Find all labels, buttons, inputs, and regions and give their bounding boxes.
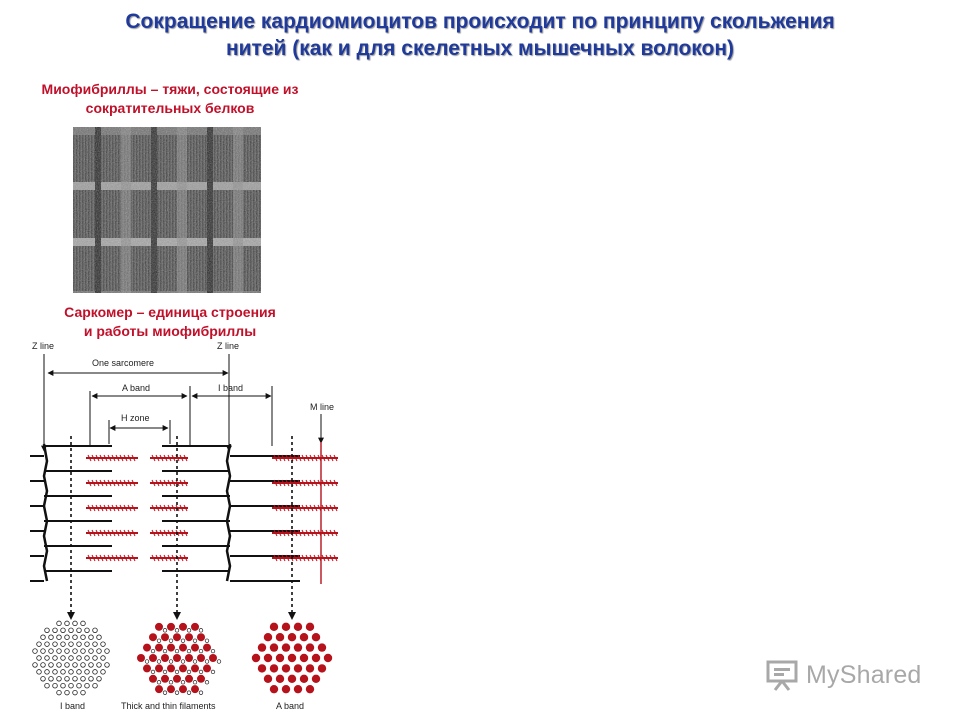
thin-filament-section [77,683,82,688]
section-lines [71,436,292,614]
thin-filament-section [41,676,46,681]
thin-filament-section [57,621,62,626]
thin-filament-section [49,635,54,640]
z-line-right-label: Z line [217,341,240,351]
thin-filament-section [69,628,74,633]
thin-filament-section [53,656,58,661]
thick-filament-section [167,644,175,652]
thin-filament-section [77,670,82,675]
thick-filament-section [173,675,181,683]
thin-filament-section [205,680,209,684]
thin-filament-section [41,663,46,668]
thick-filament-section [203,644,211,652]
thin-filament-section [61,683,66,688]
thick-filament-section [300,633,308,641]
myofibril-micrograph [73,127,261,293]
thin-filament-section [37,670,42,675]
thin-filament-section [81,663,86,668]
thick-filament-section [149,654,157,662]
thin-filament-section [85,642,90,647]
sarcomere-diagram [20,336,360,718]
thin-filament-section [65,663,70,668]
thick-filament [272,505,338,511]
thick-filament-section [197,633,205,641]
thin-filament-section [69,670,74,675]
cross-thick-thin-label: Thick and thin filaments [121,701,216,711]
thick-filament-section [306,664,314,672]
thin-filament-section [73,690,78,695]
i-band-top-label: I band [218,383,244,393]
thick-filament-section [161,633,169,641]
thick-filament-section [300,654,308,662]
thin-filament-section [73,676,78,681]
thin-filament-section [193,639,197,643]
thin-filament-section [41,635,46,640]
thick-filament-section [173,654,181,662]
thick-filament-section [288,675,296,683]
thick-filament [86,530,138,536]
thick-filament-section [191,623,199,631]
thin-filament-section [33,649,38,654]
thin-filament-section [193,680,197,684]
thick-filament [86,455,138,461]
thin-filament-section [199,629,203,633]
presentation-icon [766,659,800,691]
thick-filament-section [161,654,169,662]
thick-filament-section [264,633,272,641]
thin-filament-section [37,642,42,647]
myofibril-caption-line2: сократительных белков [85,100,255,116]
thin-filament-section [175,670,179,674]
thin-filament-section [81,635,86,640]
thin-filament-section [169,639,173,643]
thin-filament-section [57,649,62,654]
thick-filament-section [282,685,290,693]
thin-filament-section [61,670,66,675]
thick-filament-section [143,644,151,652]
thick-filament-section [294,623,302,631]
thin-filament-section [65,635,70,640]
thin-filament-section [89,676,94,681]
thin-filament-section [33,663,38,668]
thin-filament-section [89,635,94,640]
thin-filament-section [151,649,155,653]
thick-filament [272,530,338,536]
thin-filament-section [65,621,70,626]
thin-filament-section [97,676,102,681]
thick-filament-section [143,664,151,672]
thick-filament [150,555,188,561]
thick-filament [86,505,138,511]
thin-filament-section [57,663,62,668]
thin-filament-section [85,670,90,675]
thin-filament-section [61,642,66,647]
thin-filament-section [157,639,161,643]
thin-filament-section [205,639,209,643]
thick-filament-section [149,633,157,641]
thin-filament-section [175,629,179,633]
myshared-logo [766,657,922,693]
slide-title-line2: нитей (как и для скелетных мышечных волокон) [225,37,735,60]
thin-filament-section [81,676,86,681]
thick-filament-section [270,623,278,631]
thick-filament-section [300,675,308,683]
z-line-left-label: Z line [32,341,55,351]
thin-filament-section [145,660,149,664]
thin-filament-section [93,628,98,633]
thick-filament-section [149,675,157,683]
thick-filament [272,555,338,561]
thick-filament-section [318,664,326,672]
thin-filament-section [45,683,50,688]
thin-filament-section [77,642,82,647]
thin-filament-section [53,628,58,633]
thick-filament-section [270,664,278,672]
a-band-label: A band [122,383,151,393]
thick-filament-section [282,643,290,651]
thin-filament-section [187,670,191,674]
thin-filament-section [65,690,70,695]
thin-filament-section [157,660,161,664]
thick-filament-section [294,685,302,693]
thin-filament-section [73,635,78,640]
thin-filament-section [97,649,102,654]
thin-filament-section [73,649,78,654]
thick-filament-section [312,654,320,662]
thin-filament-section [89,649,94,654]
thick-filament-section [167,664,175,672]
cross-section-thick-and-thin [137,623,221,695]
thin-filament-section [57,676,62,681]
thin-filament-section [169,680,173,684]
thick-filament-section [294,643,302,651]
cross-section-i-band [33,621,110,695]
thin-filament-section [169,660,173,664]
thick-filament-section [179,623,187,631]
thick-filament [150,480,188,486]
thin-filament-section [81,649,86,654]
thin-filament-section [85,683,90,688]
thick-filament-section [155,685,163,693]
thick-filament-section [276,633,284,641]
thick-filament-section [276,654,284,662]
thin-filament-section [69,642,74,647]
myofibril-caption-line1: Миофибриллы – тяжи, состоящие из [41,81,299,97]
thin-filament-section [175,649,179,653]
thick-filament-section [167,623,175,631]
thin-filament-section [45,642,50,647]
z-line-right [227,444,230,581]
thin-filament-section [163,629,167,633]
thick-filament-section [306,623,314,631]
thin-filament-section [93,683,98,688]
thin-filament-section [97,635,102,640]
thin-filament-section [181,680,185,684]
thick-filament [86,555,138,561]
thick-filament-section [324,654,332,662]
thick-filament-section [191,664,199,672]
slide-title [0,8,960,62]
thin-filament-section [65,649,70,654]
thick-filament-section [197,675,205,683]
thick-filament-section [167,685,175,693]
z-line-left [44,444,47,581]
thick-filament-section [294,664,302,672]
thin-filament-section [97,663,102,668]
thin-filament-section [73,621,78,626]
thin-filament-section [65,676,70,681]
thin-filament-section [37,656,42,661]
thick-filament [150,505,188,511]
logo-text: MyShared [806,660,922,689]
thin-filament-section [199,691,203,695]
thin-filament-section [69,656,74,661]
thick-filament-section [155,623,163,631]
thin-filament-section [41,649,46,654]
cross-a-band-label: A band [276,701,305,711]
thin-filament-section [57,690,62,695]
thick-filament-section [288,654,296,662]
thick-filament-section [312,633,320,641]
thick-filament-section [312,675,320,683]
thick-filament-section [258,664,266,672]
section-arrowheads [67,612,296,620]
one-sarcomere-label: One sarcomere [92,358,155,368]
thin-filament-section [187,629,191,633]
thin-filament-section [187,649,191,653]
thin-filament-section [81,621,86,626]
thin-filament-section [187,691,191,695]
thick-filament-section [270,685,278,693]
thin-filament-section [45,628,50,633]
thick-filament [150,530,188,536]
thin-filament-section [69,683,74,688]
thick-filament-section [282,664,290,672]
cross-i-band-label: I band [60,701,86,711]
thick-filament-section [318,643,326,651]
h-zone-label: H zone [121,413,150,423]
thick-filament-section [197,654,205,662]
thin-filament-section [101,656,106,661]
thin-filament-section [61,628,66,633]
slide-title-line1: Сокращение кардиомиоцитов происходит по принципу скольжения [125,10,835,33]
thin-filament-section [61,656,66,661]
thin-filament-section [77,628,82,633]
thin-filament-section [93,670,98,675]
thick-filament-section [185,675,193,683]
thin-filament-section [175,691,179,695]
thin-filament-section [49,663,54,668]
thick-filament-section [288,633,296,641]
thin-filament-section [85,656,90,661]
thick-filament-section [161,675,169,683]
thin-filament-section [211,670,215,674]
cross-section-a-band [252,623,332,694]
thin-filament-section [53,670,58,675]
thick-filament-section [185,654,193,662]
thick-filament-section [179,664,187,672]
thick-filament-section [185,633,193,641]
thin-filament-section [181,660,185,664]
thick-filament-section [173,633,181,641]
thin-filament-section [105,663,110,668]
thin-filament-section [205,660,209,664]
thin-filament-section [45,656,50,661]
thick-filament-section [203,664,211,672]
thin-filament-section [199,670,203,674]
dimension-arrows [44,354,321,451]
thin-filament-section [77,656,82,661]
thick-filament-section [179,685,187,693]
thick-filament-section [191,685,199,693]
thick-filament-section [270,643,278,651]
thin-filament-section [193,660,197,664]
thin-filament-section [49,649,54,654]
myofibril-caption [14,80,326,118]
thin-filament-section [45,670,50,675]
thick-filament-section [137,654,145,662]
sarcomere-caption-line2: и работы миофибриллы [83,323,257,339]
thin-filament-section [217,660,221,664]
thin-filament-section [49,676,54,681]
thick-filament [86,480,138,486]
m-line-label: M line [310,402,335,412]
thin-filament-section [81,690,86,695]
thick-filament [272,455,338,461]
thin-filament-section [73,663,78,668]
thin-filament-section [163,691,167,695]
thick-filament-section [306,685,314,693]
thick-filament-section [252,654,260,662]
thick-filament [272,480,338,486]
thin-filament-section [211,649,215,653]
thick-filament-section [155,664,163,672]
thin-filament-section [163,649,167,653]
thick-filament-section [258,643,266,651]
thin-filament-section [93,642,98,647]
thick-filament-section [276,675,284,683]
thick-filament-section [155,644,163,652]
thin-filament-section [199,649,203,653]
thick-filament-section [191,644,199,652]
thin-filament-section [89,663,94,668]
thin-filament-section [157,680,161,684]
thin-filament-section [53,642,58,647]
thin-filament-section [53,683,58,688]
thick-filament-section [264,654,272,662]
thin-filament-section [93,656,98,661]
sarcomere-caption-line1: Саркомер – единица строения [64,304,276,320]
thick-filament [150,455,188,461]
thin-filament-section [101,642,106,647]
thin-filament-section [151,670,155,674]
thick-filament-section [179,644,187,652]
thin-filament-section [105,649,110,654]
thin-filament-section [181,639,185,643]
thick-filament-section [264,675,272,683]
thick-filament-section [209,654,217,662]
thin-filament-section [163,670,167,674]
thick-filament-section [282,623,290,631]
thin-filament-section [57,635,62,640]
thin-filament-section [101,670,106,675]
thick-filament-section [306,643,314,651]
thin-filament-section [85,628,90,633]
